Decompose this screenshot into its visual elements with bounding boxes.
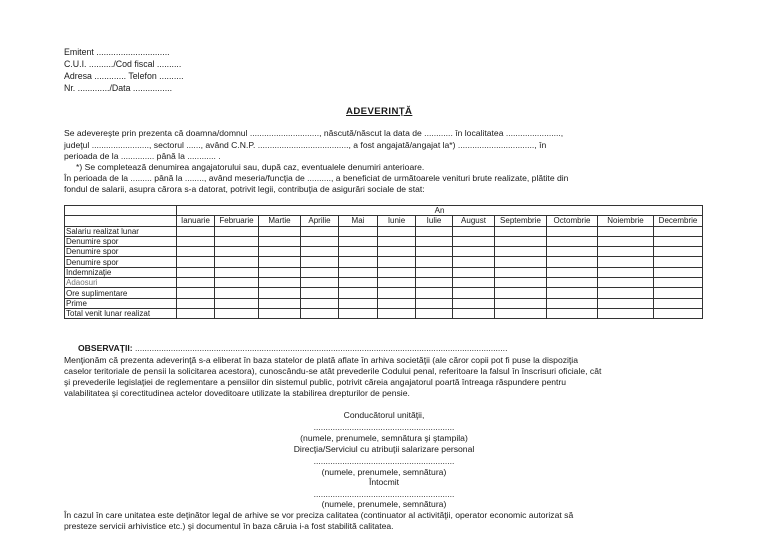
- table-cell: [301, 236, 339, 246]
- table-cell: [301, 226, 339, 236]
- paragraph-line-4: În perioada de la ......... până la ........, având meseria/funcţia de .........., a beneficiat de următoarele venituri brute realizate, plătite din: [64, 173, 569, 183]
- paragraph-line-3: perioada de la .............. până la ............ .: [64, 151, 221, 161]
- table-cell: [339, 267, 378, 277]
- table-cell: [215, 267, 259, 277]
- month-header: August: [453, 216, 495, 226]
- table-cell: [378, 257, 416, 267]
- table-cell: [378, 236, 416, 246]
- table-cell: [654, 278, 703, 288]
- table-cell: [547, 298, 598, 308]
- table-cell: [215, 278, 259, 288]
- table-cell: [339, 298, 378, 308]
- table-cell: [177, 226, 215, 236]
- table-cell: [598, 236, 654, 246]
- table-cell: [654, 226, 703, 236]
- row-label: Ore suplimentare: [65, 288, 177, 298]
- paragraph-line-5: fondul de salarii, asupra cărora s-a datorat, potrivit legii, contribuţia de asigurări sociale de stat:: [64, 184, 425, 194]
- closing-line-2: caselor teritoriale de pensii la solicitarea acestora), cunoscându-se atât prevederile Codului penal, referitoare la falsul în înscrisuri oficiale, cât: [64, 366, 602, 376]
- table-cell: [453, 267, 495, 277]
- table-cell: [339, 257, 378, 267]
- signature-dots-1: ...........................................................: [313, 422, 455, 432]
- table-cell: [177, 267, 215, 277]
- table-cell: [547, 267, 598, 277]
- signature-department: Direcţia/Serviciul cu atribuţii salarizare personal: [293, 444, 475, 454]
- table-cell: [301, 308, 339, 318]
- table-cell: [654, 247, 703, 257]
- table-cell: [177, 236, 215, 246]
- table-cell: [598, 257, 654, 267]
- observations-line: [78, 343, 507, 353]
- row-label: Indemnizaţie: [65, 267, 177, 277]
- table-cell: [598, 267, 654, 277]
- paragraph-line-1: Se adevereşte prin prezenta că doamna/domnul ............................., născută/născut la data de ............ în localitatea .......................,: [64, 128, 564, 138]
- table-cell: [215, 298, 259, 308]
- table-cell: [339, 247, 378, 257]
- table-cell: [416, 247, 453, 257]
- table-cell: [654, 288, 703, 298]
- table-cell: [339, 226, 378, 236]
- month-header: Februarie: [215, 216, 259, 226]
- signature-lead: Conducătorul unităţii,: [343, 410, 425, 420]
- month-header: Septembrie: [495, 216, 547, 226]
- table-cell: [301, 298, 339, 308]
- table-cell: [215, 308, 259, 318]
- table-cell: [453, 236, 495, 246]
- table-cell: [453, 226, 495, 236]
- corner-cell: [65, 216, 177, 226]
- month-header: Mai: [339, 216, 378, 226]
- emitent-line: Emitent ..............................: [64, 47, 170, 57]
- address-line: Adresa ............. Telefon ..........: [64, 71, 184, 81]
- signature-caption-2: (numele, prenumele, semnătura): [321, 467, 447, 477]
- table-cell: [339, 278, 378, 288]
- table-cell: [259, 247, 301, 257]
- table-cell: [416, 298, 453, 308]
- row-label: Denumire spor: [65, 236, 177, 246]
- table-row: [65, 288, 703, 298]
- signature-dots-3: ...........................................................: [313, 489, 455, 499]
- table-cell: [378, 298, 416, 308]
- table-cell: [339, 236, 378, 246]
- table-cell: [378, 267, 416, 277]
- table-cell: [547, 288, 598, 298]
- table-row: [65, 257, 703, 267]
- table-cell: [654, 267, 703, 277]
- table-cell: [215, 247, 259, 257]
- table-cell: [598, 288, 654, 298]
- table-cell: [654, 298, 703, 308]
- footer-line-1: În cazul în care unitatea este deţinător legal de arhive se vor preciza calitatea (continuator al activităţii, operator economic autorizat să: [64, 510, 574, 520]
- table-cell: [495, 236, 547, 246]
- document-title: ADEVERINŢĂ: [346, 106, 413, 117]
- table-cell: [547, 226, 598, 236]
- row-label: Denumire spor: [65, 257, 177, 267]
- table-cell: [495, 257, 547, 267]
- table-cell: [301, 288, 339, 298]
- table-cell: [215, 236, 259, 246]
- table-row: [65, 278, 703, 288]
- table-row: [65, 298, 703, 308]
- paragraph-line-2: judeţul ........................, sectorul ......, având C.N.P. ......................................, a fost angajată/angajat la*) ................................, în: [64, 140, 547, 150]
- table-cell: [598, 247, 654, 257]
- row-label: Adaosuri: [65, 278, 177, 288]
- table-cell: [177, 278, 215, 288]
- year-header-row: [65, 206, 703, 216]
- month-header: Decembrie: [654, 216, 703, 226]
- table-cell: [654, 236, 703, 246]
- table-cell: [301, 278, 339, 288]
- month-header: Noiembrie: [598, 216, 654, 226]
- table-row: [65, 247, 703, 257]
- closing-line-4: valabilitatea şi corectitudinea actelor doveditoare utilizate la stabilirea drepturilor de pensie.: [64, 388, 410, 398]
- table-cell: [495, 288, 547, 298]
- table-cell: [416, 278, 453, 288]
- table-cell: [547, 257, 598, 267]
- observations-label: OBSERVAŢII:: [78, 343, 133, 353]
- table-cell: [453, 257, 495, 267]
- table-cell: [378, 278, 416, 288]
- table-cell: [177, 257, 215, 267]
- table-cell: [453, 308, 495, 318]
- table-cell: [495, 308, 547, 318]
- table-cell: [495, 267, 547, 277]
- table-cell: [259, 298, 301, 308]
- table-cell: [598, 226, 654, 236]
- table-cell: [339, 288, 378, 298]
- table-cell: [215, 288, 259, 298]
- table-cell: [453, 298, 495, 308]
- table-cell: [215, 257, 259, 267]
- month-header: Martie: [259, 216, 301, 226]
- signature-caption-3: (numele, prenumele, semnătura): [321, 499, 447, 509]
- table-row: [65, 236, 703, 246]
- year-header-cell: An: [177, 206, 703, 216]
- table-cell: [495, 298, 547, 308]
- table-cell: [339, 308, 378, 318]
- table-cell: [453, 288, 495, 298]
- observations-dots: ............................................................................................................................................................: [134, 343, 508, 353]
- table-cell: [598, 298, 654, 308]
- table-cell: [416, 267, 453, 277]
- table-cell: [215, 226, 259, 236]
- table-cell: [259, 278, 301, 288]
- table-cell: [301, 267, 339, 277]
- table-cell: [598, 278, 654, 288]
- table-cell: [453, 278, 495, 288]
- table-cell: [177, 288, 215, 298]
- row-label: Salariu realizat lunar: [65, 226, 177, 236]
- closing-line-3: şi prevederile legislaţiei de reglementare a pensiilor din sistemul public, potrivit căreia angajatorul poartă întreaga răspundere pentru: [64, 377, 567, 387]
- table-cell: [259, 267, 301, 277]
- table-cell: [547, 278, 598, 288]
- table-cell: [654, 308, 703, 318]
- income-table: [64, 205, 703, 319]
- table-cell: [547, 247, 598, 257]
- table-cell: [259, 257, 301, 267]
- month-header: Ianuarie: [177, 216, 215, 226]
- table-cell: [495, 247, 547, 257]
- closing-line-1: Menţionăm că prezenta adeverinţă s-a eliberat în baza statelor de plată aflate în arhiva societăţii (ale căror copii pot fi puse la dispoziţia: [64, 355, 579, 365]
- row-label: Total venit lunar realizat: [65, 308, 177, 318]
- signature-dots-2: ...........................................................: [313, 456, 455, 466]
- signature-caption-1: (numele, prenumele, semnătura şi ştampila): [300, 433, 468, 443]
- table-cell: [654, 257, 703, 267]
- table-cell: [259, 308, 301, 318]
- table-cell: [177, 247, 215, 257]
- table-cell: [416, 288, 453, 298]
- table-cell: [378, 288, 416, 298]
- table-cell: [259, 226, 301, 236]
- table-cell: [416, 236, 453, 246]
- table-cell: [416, 308, 453, 318]
- table-cell: [259, 236, 301, 246]
- months-row: [65, 216, 703, 226]
- month-header: Iunie: [378, 216, 416, 226]
- table-cell: [259, 288, 301, 298]
- table-cell: [547, 308, 598, 318]
- table-row: [65, 267, 703, 277]
- table-cell: [598, 308, 654, 318]
- row-label: Denumire spor: [65, 247, 177, 257]
- footnote-employer: *) Se completează denumirea angajatorului sau, după caz, eventualele denumiri anterioare.: [76, 162, 425, 172]
- table-cell: [416, 226, 453, 236]
- table-cell: [301, 257, 339, 267]
- table-cell: [453, 247, 495, 257]
- month-header: Iulie: [416, 216, 453, 226]
- table-cell: [301, 247, 339, 257]
- month-header: Aprilie: [301, 216, 339, 226]
- table-row: [65, 226, 703, 236]
- month-header: Octombrie: [547, 216, 598, 226]
- table-cell: [495, 278, 547, 288]
- table-cell: [495, 226, 547, 236]
- table-cell: [378, 308, 416, 318]
- row-label: Prime: [65, 298, 177, 308]
- table-cell: [378, 226, 416, 236]
- table-cell: [547, 236, 598, 246]
- footer-line-2: presteze servicii arhivistice etc.) şi documentul în baza căruia i-a fost stabilită calitatea.: [64, 521, 394, 531]
- corner-cell: [65, 206, 177, 216]
- cui-line: C.U.I. ........../Cod fiscal ..........: [64, 59, 182, 69]
- table-row: [65, 308, 703, 318]
- table-cell: [416, 257, 453, 267]
- table-cell: [378, 247, 416, 257]
- signature-drafted: Întocmit: [368, 477, 400, 487]
- table-cell: [177, 308, 215, 318]
- table-cell: [177, 298, 215, 308]
- number-date-line: Nr. ............./Data ................: [64, 83, 173, 93]
